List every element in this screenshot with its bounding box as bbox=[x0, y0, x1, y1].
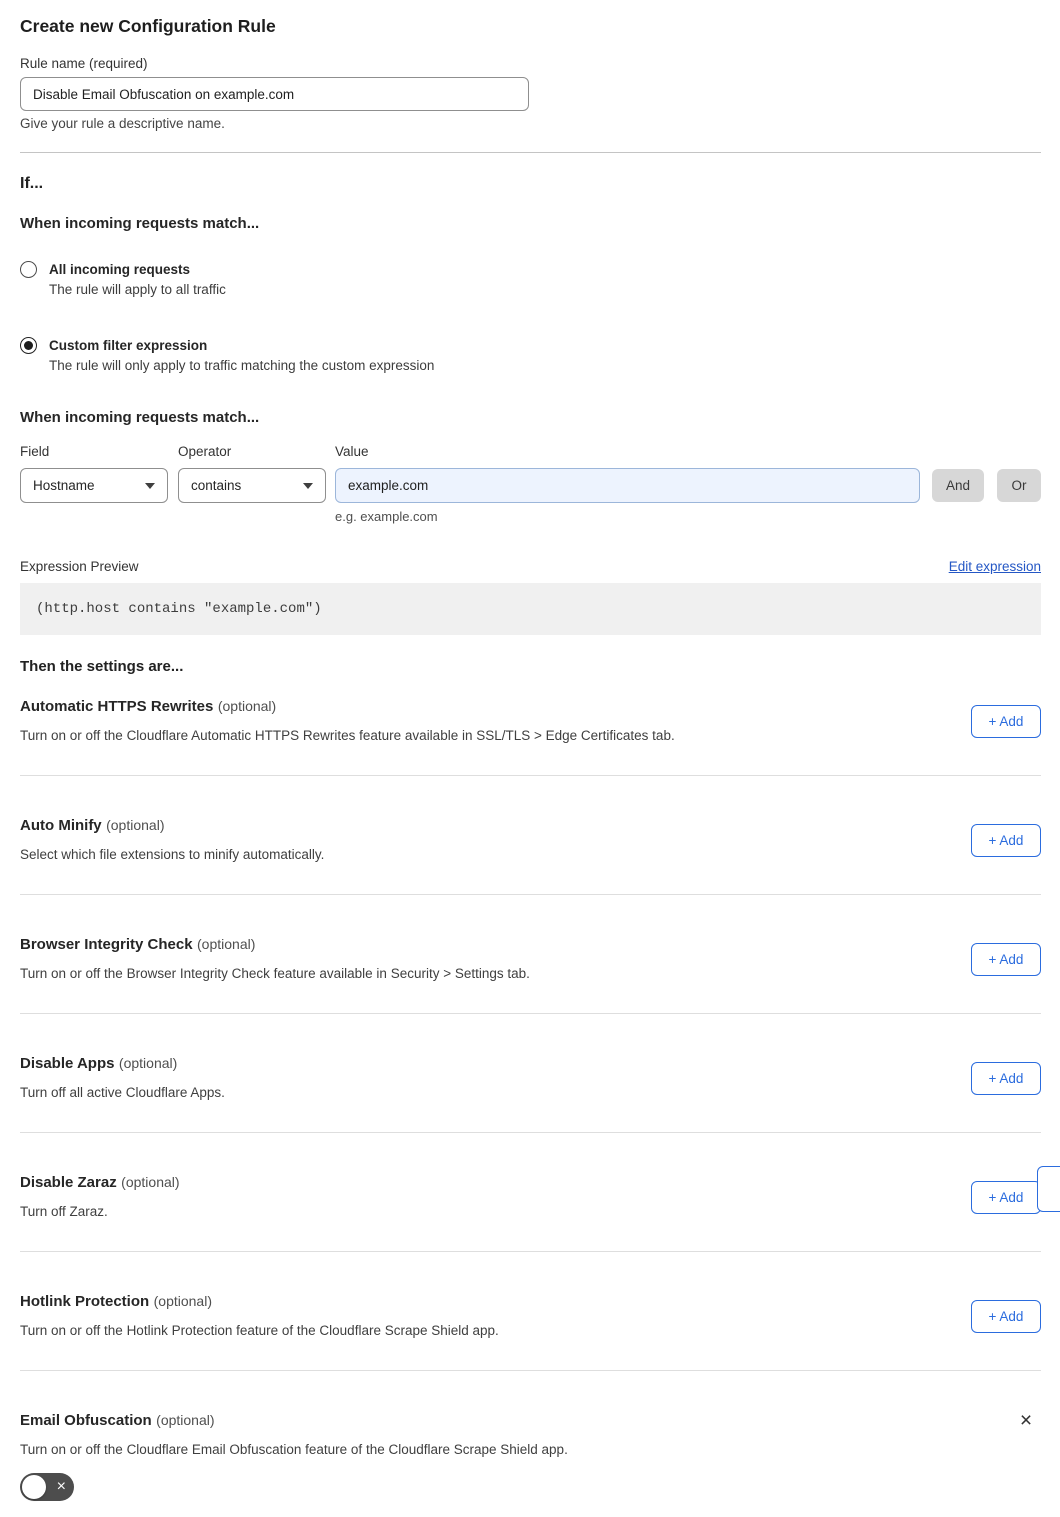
match-heading: When incoming requests match... bbox=[20, 215, 260, 232]
setting-title: Disable Apps bbox=[20, 1055, 115, 1072]
operator-select-value: contains bbox=[191, 478, 242, 493]
optional-label: (optional) bbox=[121, 1174, 180, 1190]
setting-email-obfuscation bbox=[20, 1371, 1041, 1517]
radio-option-label: All incoming requests bbox=[49, 262, 191, 277]
setting-title: Auto Minify bbox=[20, 817, 102, 834]
setting-browser-integrity-check bbox=[20, 895, 1041, 1014]
optional-label: (optional) bbox=[197, 936, 256, 952]
option-all-incoming-requests[interactable] bbox=[20, 260, 1041, 300]
rule-name-helper: Give your rule a descriptive name. bbox=[20, 116, 225, 131]
section-divider bbox=[20, 152, 1041, 153]
add-browser-integrity-check-button[interactable]: + Add bbox=[971, 943, 1041, 976]
setting-title: Hotlink Protection bbox=[20, 1293, 150, 1310]
field-select-value: Hostname bbox=[33, 478, 95, 493]
setting-description: Turn on or off the Browser Integrity Check feature available in Security > Settings tab. bbox=[20, 966, 530, 981]
setting-description: Turn on or off the Cloudflare Email Obfuscation feature of the Cloudflare Scrape Shield app. bbox=[20, 1442, 568, 1457]
value-input[interactable] bbox=[335, 468, 920, 503]
if-heading: If... bbox=[20, 175, 44, 192]
toggle-off-icon: × bbox=[56, 1478, 66, 1495]
add-disable-apps-button[interactable]: + Add bbox=[971, 1062, 1041, 1095]
optional-label: (optional) bbox=[217, 698, 277, 714]
setting-description: Turn on or off the Cloudflare Automatic HTTPS Rewrites feature available in SSL/TLS > Edge Certificates tab. bbox=[20, 728, 675, 743]
setting-auto-minify bbox=[20, 776, 1041, 895]
setting-title: Browser Integrity Check bbox=[20, 936, 193, 953]
setting-hotlink-protection bbox=[20, 1252, 1041, 1371]
add-disable-zaraz-button[interactable]: + Add bbox=[971, 1181, 1041, 1214]
optional-label: (optional) bbox=[156, 1412, 215, 1428]
close-icon[interactable]: × bbox=[1017, 1412, 1035, 1430]
radio-option-description: The rule will only apply to traffic matching the custom expression bbox=[49, 358, 435, 373]
toggle-knob bbox=[22, 1475, 46, 1499]
radio-option-description: The rule will apply to all traffic bbox=[49, 282, 226, 297]
email-obfuscation-toggle[interactable] bbox=[20, 1473, 74, 1501]
add-hotlink-protection-button[interactable]: + Add bbox=[971, 1300, 1041, 1333]
value-label: Value bbox=[335, 444, 369, 459]
expression-builder-row bbox=[20, 468, 1041, 503]
and-button[interactable]: And bbox=[932, 469, 984, 502]
setting-description: Turn on or off the Hotlink Protection feature of the Cloudflare Scrape Shield app. bbox=[20, 1323, 499, 1338]
rule-name-label: Rule name (required) bbox=[20, 56, 148, 71]
add-auto-minify-button[interactable]: + Add bbox=[971, 824, 1041, 857]
setting-description: Select which file extensions to minify automatically. bbox=[20, 847, 325, 862]
optional-label: (optional) bbox=[118, 1055, 178, 1071]
value-helper: e.g. example.com bbox=[335, 509, 438, 524]
field-label: Field bbox=[20, 444, 50, 459]
operator-select[interactable] bbox=[178, 468, 326, 503]
setting-disable-zaraz bbox=[20, 1133, 1041, 1252]
setting-title: Automatic HTTPS Rewrites bbox=[20, 698, 214, 715]
rule-name-input[interactable] bbox=[20, 77, 529, 111]
setting-description: Turn off all active Cloudflare Apps. bbox=[20, 1085, 225, 1100]
radio-option-label: Custom filter expression bbox=[49, 338, 208, 353]
optional-label: (optional) bbox=[153, 1293, 212, 1309]
setting-description: Turn off Zaraz. bbox=[20, 1204, 108, 1219]
expression-preview-label: Expression Preview bbox=[20, 559, 139, 574]
add-automatic-https-rewrites-button[interactable]: + Add bbox=[971, 705, 1041, 738]
radio-all-incoming-requests[interactable] bbox=[20, 261, 37, 278]
or-button[interactable]: Or bbox=[997, 469, 1041, 502]
expression-preview-row bbox=[20, 558, 1041, 576]
add-button-clipped[interactable] bbox=[1037, 1166, 1060, 1212]
chevron-down-icon bbox=[303, 483, 313, 489]
settings-heading: Then the settings are... bbox=[20, 658, 184, 675]
expression-column-labels bbox=[20, 444, 1041, 461]
operator-label: Operator bbox=[178, 444, 232, 459]
option-custom-filter-expression[interactable] bbox=[20, 336, 1041, 376]
optional-label: (optional) bbox=[106, 817, 165, 833]
chevron-down-icon bbox=[145, 483, 155, 489]
setting-title: Disable Zaraz bbox=[20, 1174, 117, 1191]
edit-expression-link[interactable]: Edit expression bbox=[948, 559, 1041, 574]
setting-automatic-https-rewrites bbox=[20, 677, 1041, 776]
setting-title: Email Obfuscation bbox=[20, 1412, 152, 1429]
field-select[interactable] bbox=[20, 468, 168, 503]
radio-custom-filter-expression[interactable] bbox=[20, 337, 37, 354]
setting-disable-apps bbox=[20, 1014, 1041, 1133]
expression-builder-heading: When incoming requests match... bbox=[20, 409, 260, 426]
page-title: Create new Configuration Rule bbox=[20, 16, 276, 36]
expression-preview-code: (http.host contains "example.com") bbox=[20, 583, 1041, 635]
